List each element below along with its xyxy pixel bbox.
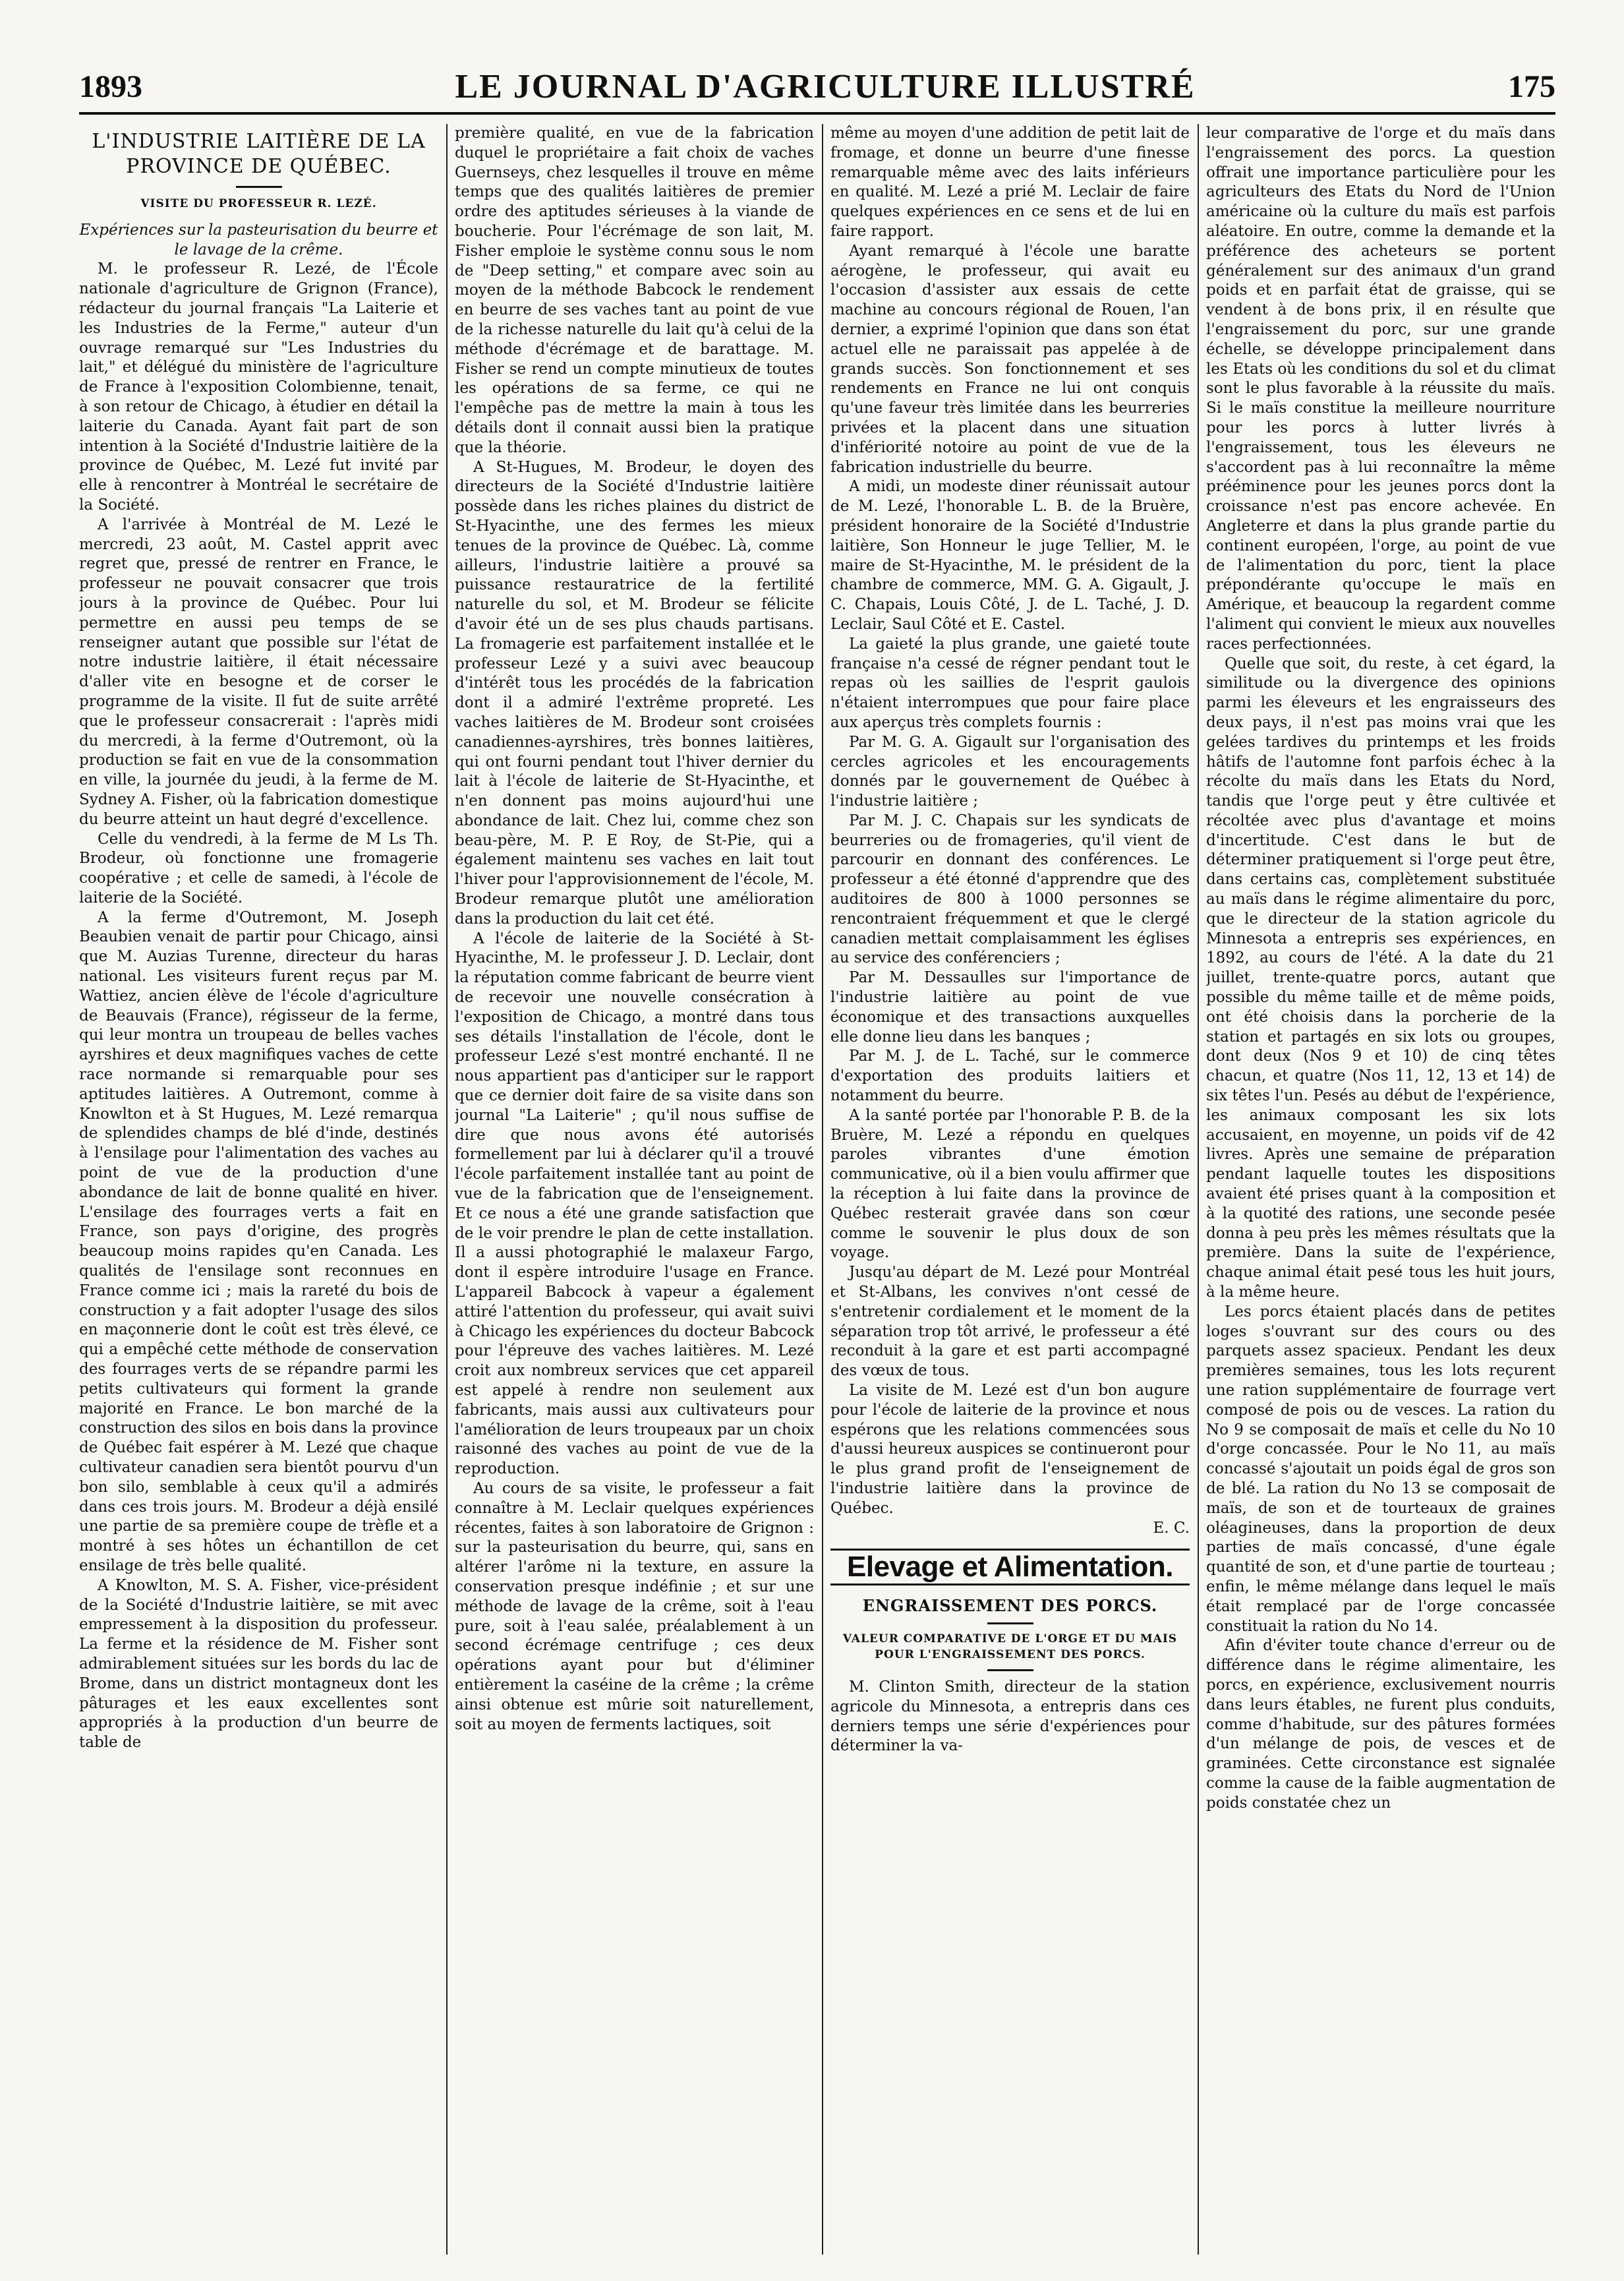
column-4	[1206, 124, 1555, 2255]
heading-rule	[987, 1622, 1033, 1624]
page-header	[79, 61, 1555, 115]
article-lede: Expériences sur la pasteurisation du beurre et le lavage de la crême.	[79, 221, 438, 258]
page-number: 175	[1508, 69, 1555, 104]
column-rule	[822, 124, 823, 2255]
paragraph: A l'école de laiterie de la Société à St-Hyacinthe, M. le professeur J. D. Leclair, dont la réputation comme fabricant de beurre vient de recevoir une nouvelle consécration à l'exposition de Chicago, a montré dans tous ses détails l'installation de l'école, dont le professeur Lezé s'est montré enchanté. Il ne nous appartient pas d'anticiper sur le rapport que ce dernier doit faire de sa visite dans son journal "La Laiterie" ; qu'il nous suffise de dire que nous avons été autorisés formellement par lui à déclarer qu'il a trouvé l'école parfaitement installée tant au point de vue de la fabrication que de l'enseignement. Et ce nous a été une grande satisfaction que de le voir prendre le plan de cette installation. Il a aussi photographié le malaxeur Fargo, dont il espère introduire l'usage en France. L'appareil Babcock à vapeur a également attiré l'attention du professeur, qui avait suivi à Chicago les expériences du docteur Babcock pour l'épreuve des vaches laitières. M. Lezé croit aux nombreux services que cet appareil est appelé à rendre non seulement aux fabricants, mais aussi aux cultivateurs pour l'amélioration de leurs troupeaux par un choix raisonné des vaches au point de vue de la reproduction.	[455, 930, 814, 1478]
subheading-rule	[987, 1669, 1033, 1671]
column-2	[455, 124, 814, 2255]
signature-line	[830, 1519, 1190, 1539]
paragraph: A St-Hugues, M. Brodeur, le doyen des directeurs de la Société d'Industrie laitière possède dans les riches plaines du district de St-Hyacinthe, une des fermes les mieux tenues de la province de Québec. Là, comme ailleurs, l'industrie laitière a prouvé sa puissance restauratrice de la fertilité naturelle du sol, et M. Brodeur se félicite d'avoir été un de ses plus chauds partisans. La fromagerie est parfaitement installée et le professeur Lezé y a suivi avec beaucoup d'intérêt tous les procédés de la fabrication dont il a admiré l'extrême propreté. Les vaches laitières de M. Brodeur sont croisées canadiennes-ayrshires, très bonnes laitières, qui ont fourni pendant tout l'hiver dernier du lait à l'école de laiterie de St-Hyacinthe, et n'en donnent pas moins aujourd'hui une abondance de lait. Chez lui, comme chez son beau-père, M. P. E Roy, de St-Pie, qui a également maintenu ses vaches en lait tout l'hiver pour l'approvisionnement de l'école, M. Brodeur remarque plutôt une amélioration dans la production du lait cet été.	[455, 458, 814, 928]
column-rule	[1198, 124, 1199, 2255]
article-subtitle: VISITE DU PROFESSEUR R. LEZÉ.	[140, 197, 377, 210]
paragraph: même au moyen d'une addition de petit lait de fromage, et donne un beurre d'une finesse remarquable même avec des laits inférieurs en qualité. M. Lezé a prié M. Leclair de faire quelques expériences en ce sens et de lui en faire rapport.	[830, 125, 1190, 240]
paragraph: M. le professeur R. Lezé, de l'École nationale d'agriculture de Grignon (France), rédacteur du journal français "La Laiterie et les Industries de la Ferme," auteur d'un ouvrage remarqué sur "Les Industries du lait," et délégué du ministère de l'agriculture de France à l'exposition Colombienne, tenait, à son retour de Chicago, à étudier en détail la laiterie du Canada. Ayant fait part de son intention à la Société d'Industrie laitière de la province de Québec, M. Lezé fut invité par elle à rencontrer à Montréal le secrétaire de la Société.	[79, 260, 438, 514]
paragraph: Afin d'éviter toute chance d'erreur ou de différence dans le régime alimentaire, les porcs, en expérience, exclusivement nourris dans leurs étables, ne furent plus conduits, comme d'habitude, sur des pâtures formées d'un mélange de pois, de vesces et de graminées. Cette circonstance est signalée comme la cause de la faible augmentation de poids constatée chez un	[1206, 1637, 1555, 1812]
paragraph: Quelle que soit, du reste, à cet égard, la similitude ou la divergence des opinions parmi les éleveurs et les engraisseurs des deux pays, il n'est pas moins vrai que les gelées tardives du printemps et les froids hâtifs de l'automne font parfois échec à la récolte du maïs dans les Etats du Nord, tandis que l'orge peut y être cultivée et récoltée avec plus d'avantage et moins d'incertitude. C'est dans le but de déterminer pratiquement si l'orge peut être, dans certains cas, complètement substituée au maïs dans le régime alimentaire du porc, que le directeur de la station agricole du Minnesota a entrepris ses expériences, en 1892, au cours de l'été. A la date du 21 juillet, trente-quatre porcs, autant que possible du même taille et de même poids, ont été choisis dans la porcherie de la station et partagés en six lots ou groupes, dont deux (Nos 9 et 10) de cinq têtes chacun, et quatre (Nos 11, 12, 13 et 14) de six têtes l'un. Pesés au début de l'expérience, les animaux composant les six lots accusaient, en moyenne, un poids vif de 42 livres. Après une semaine de préparation pendant laquelle toutes les dispositions avaient été prises quant à la composition et à la quotité des rations, une seconde pesée donna à peu près les mêmes résultats que la première. Dans la suite de l'expérience, chaque animal était pesé tous les huit jours, à la même heure.	[1206, 655, 1555, 1301]
paragraph: A l'arrivée à Montréal de M. Lezé le mercredi, 23 août, M. Castel apprit avec regret que, pressé de rentrer en France, le professeur ne pouvait consacrer que trois jours à la province de Québec. Pour lui permettre en aussi peu temps de se renseigner autant que possible sur l'état de notre industrie laitière, il était nécessaire d'aller vite en besogne et de corser le programme de la visite. Il fut de suite arrêté que le professeur consacrerait : l'après midi du mercredi, à la ferme d'Outremont, où la production se fait en vue de la consommation en ville, la journée du jeudi, à la ferme de M. Sydney A. Fisher, où la fabrication domestique du beurre atteint un haut degré d'excellence.	[79, 516, 438, 828]
column-rule	[446, 124, 448, 2255]
section-subheading: VALEUR COMPARATIVE DE L'ORGE ET DU MAIS POUR L'ENGRAISSEMENT DES PORCS.	[842, 1632, 1178, 1661]
paragraph: A midi, un modeste diner réunissait autour de M. Lezé, l'honorable L. B. de la Bruère, président honoraire de la Société d'Industrie laitière, Son Honneur le juge Tellier, M. le maire de St-Hyacinthe, M. le président de la chambre de commerce, MM. G. A. Gigault, J. C. Chapais, Louis Côté, J. de L. Taché, J. D. Leclair, Saul Côté et E. Castel.	[830, 478, 1190, 633]
column-3	[830, 124, 1190, 2255]
paragraph: Au cours de sa visite, le professeur a fait connaître à M. Leclair quelques expériences récentes, faites à son laboratoire de Grignon : sur la pasteurisation du beurre, qui, sans en altérer l'arôme ni la texture, en assure la conservation presque indéfinie ; et sur une méthode de lavage de la crême, soit à l'eau pure, soit à l'eau salée, préalablement à un second écrémage centrifuge ; ces deux opérations ayant pour but d'éliminer entièrement la caséine de la crême ; la crême ainsi obtenue est mûrie soit naturellement, soit au moyen de ferments lactiques, soit	[455, 1479, 814, 1733]
title-rule	[236, 186, 282, 188]
section-heading: ENGRAISSEMENT DES PORCS.	[862, 1596, 1158, 1616]
paragraph: M. Clinton Smith, directeur de la station agricole du Minnesota, a entrepris dans ces derniers temps une série d'expériences pour déterminer la va-	[830, 1678, 1190, 1755]
journal-title: LE JOURNAL D'AGRICULTURE ILLUSTRÉ	[455, 67, 1196, 105]
paragraph: Jusqu'au départ de M. Lezé pour Montréal et St-Albans, les convives n'ont cessé de s'entretenir cordialement et le moment de la séparation trop tôt arrivé, le professeur a été reconduit à la gare et est parti accompagné des vœux de tous.	[830, 1264, 1190, 1380]
paragraph: Par M. G. A. Gigault sur l'organisation des cercles agricoles et les encouragements donnés par le gouvernement de Québec à l'industrie laitière ;	[830, 733, 1190, 810]
article-title: L'INDUSTRIE LAITIÈRE DE LA PROVINCE DE QUÉBEC.	[92, 130, 426, 178]
paragraph: Celle du vendredi, à la ferme de M Ls Th. Brodeur, où fonctionne une fromagerie coopérative ; et celle de samedi, à l'école de laiterie de la Société.	[79, 830, 438, 906]
paragraph: A la ferme d'Outremont, M. Joseph Beaubien venait de partir pour Chicago, ainsi que M. Auzias Turenne, directeur du haras national. Les visiteurs furent reçus par M. Wattiez, ancien élève de l'école d'agriculture de Beauvais (France), régisseur de la ferme, qui leur montra un troupeau de belles vaches ayrshires et deux magnifiques vaches de cette race normande si remarquable pour ses aptitudes laitières. A Outremont, comme à Knowlton et à St Hugues, M. Lezé remarqua de splendides champs de blé d'inde, destinés à l'ensilage pour l'alimentation des vaches au point de vue de la production d'une abondance de lait de bonne qualité en hiver. L'ensilage des fourrages verts a fait en France, son pays d'origine, des progrès beaucoup moins rapides qu'en Canada. Les qualités de l'ensilage sont reconnues en France comme ici ; mais la rareté du bois de construction y a fait adopter l'usage des silos en maçonnerie dont le coût est très élevé, ce qui a empêché cette méthode de conservation des fourrages verts de se répandre parmi les petits cultivateurs qui forment la grande majorité en France. Le bon marché de la construction des silos en bois dans la province de Québec fait espérer à M. Lezé que chaque cultivateur canadien sera bientôt pourvu d'un bon silo, semblable à ceux qu'il a admirés dans ces trois jours. M. Brodeur a déjà ensilé une partie de sa première coupe de trèfle et a montré à ses hôtes un échantillon de cet ensilage de très belle qualité.	[79, 908, 438, 1574]
paragraph: Ayant remarqué à l'école une baratte aérogène, le professeur, qui avait eu l'occasion d'assister aux essais de cette machine au concours régional de Rouen, l'an dernier, a exprimé l'opinion que dans son état actuel elle ne paraissait pas appelée à de grands succès. Son fonctionnement et ses rendements en France ne lui ont conquis qu'une faveur très limitée dans les beurreries privées et la placent dans une situation d'infériorité notoire au point de vue de la fabrication industrielle du beurre.	[830, 242, 1190, 476]
paragraph: La gaieté la plus grande, une gaieté toute française n'a cessé de régner pendant tout le repas où les saillies de l'esprit gaulois n'étaient interrompues que pour faire place aux aperçus très complets fournis :	[830, 635, 1190, 731]
page-year: 1893	[79, 69, 142, 104]
paragraph: Par M. J. C. Chapais sur les syndicats de beurreries ou de fromageries, qu'il vient de parcourir en donnant des conférences. Le professeur a été étonné d'apprendre que des auditoires de 800 à 1000 personnes se rencontraient fréquemment et que le clergé canadien mettait complaisamment les églises au service des conférenciers ;	[830, 812, 1190, 967]
section-banner: Elevage et Alimentation.	[830, 1549, 1190, 1585]
paragraph: A Knowlton, M. S. A. Fisher, vice-président de la Société d'Industrie laitière, se mit avec empressement à la disposition du professeur. La ferme et la résidence de M. Fisher sont admirablement situées sur les bords du lac de Brome, dans un district montagneux dont les pâturages et les eaux excellentes sont appropriés à la production d'un beurre de table de	[79, 1576, 438, 1752]
paragraph: Par M. J. de L. Taché, sur le commerce d'exportation des produits laitiers et notamment du beurre.	[830, 1048, 1190, 1105]
paragraph: Les porcs étaient placés dans de petites loges s'ouvrant sur des cours ou des parquets assez spacieux. Pendant les deux premières semaines, tous les lots reçurent une ration supplémentaire de fourrage vert composé de pois ou de vesces. La ration du No 9 se composait de maïs et celle du No 10 d'orge concassée. Pour le No 11, au maïs concassé s'ajoutait un poids égal de gros son de blé. La ration du No 13 se composait de maïs, de son et de tourteaux de graines oléagineuses, dans la proportion de deux parties de maïs concassé, d'une égale quantité de son, et d'une partie de tourteau ; enfin, le même mélange dans lequel le maïs était remplacé par de l'orge concassée constituait la ration du No 14.	[1206, 1303, 1555, 1635]
paragraph: A la santé portée par l'honorable P. B. de la Bruère, M. Lezé a répondu en quelques paroles vibrantes d'une émotion communicative, où il a bien voulu affirmer que la réception à lui faite dans la province de Québec resterait gravée dans son cœur comme le souvenir le plus doux de son voyage.	[830, 1106, 1190, 1262]
paragraph: Par M. Dessaulles sur l'importance de l'industrie laitière au point de vue économique et des transactions auxquelles elle donne lieu dans les banques ;	[830, 969, 1190, 1046]
paragraph: La visite de M. Lezé est d'un bon augure pour l'école de laiterie de la province et nous espérons que les relations commencées sous d'aussi heureux auspices se continueront pour le plus grand profit de l'enseignement de l'industrie laitière dans la province de Québec.	[830, 1382, 1190, 1517]
column-1	[79, 124, 438, 2255]
paragraph: leur comparative de l'orge et du maïs dans l'engraissement des porcs. La question offrait une importance particulière pour les agriculteurs des Etats du Nord de l'Union américaine où la culture du maïs est parfois aléatoire. En outre, comme la demande et la préférence des acheteurs se portent généralement sur des animaux d'un grand poids et en parfait état de graisse, qui se vendent à de bons prix, il en résulte que l'engraissement du porc, sur une grande échelle, se développe principalement dans les Etats où les conditions du sol et du climat sont le plus favorable à la réussite du maïs. Si le maïs constitue la meilleure nourriture pour les porcs à lutter livrés à l'engraissement, tous les éleveurs ne s'accordent pas à lui reconnaître la même prééminence pour les jeunes porcs dont la croissance n'est pas encore achevée. En Angleterre et dans la plus grande partie du continent européen, l'orge, au point de vue de l'alimentation du porc, tient la place prépondérante qu'occupe le maïs en Amérique, et beaucoup la regardent comme l'aliment qui convient le mieux aux nouvelles races perfectionnées.	[1206, 125, 1555, 653]
paragraph: première qualité, en vue de la fabrication duquel le propriétaire a fait choix de vaches Guernseys, chez lesquelles il trouve en même temps que des qualités laitières de premier ordre des aptitudes sérieuses à la viande de boucherie. Pour l'écrémage de son lait, M. Fisher emploie le système connu sous le nom de "Deep setting," et compare avec soin au moyen de la méthode Babcock le rendement en beurre de ses vaches tant au point de vue de la richesse naturelle du lait qu'à celui de la méthode d'écrémage et de barattage. M. Fisher se rend un compte minutieux de toutes les opérations de sa ferme, ce qui ne l'empêche pas de mettre la main à tous les détails dont il connait aussi bien la pratique que la théorie.	[455, 125, 814, 456]
article-signature: E. C.	[1153, 1519, 1190, 1537]
